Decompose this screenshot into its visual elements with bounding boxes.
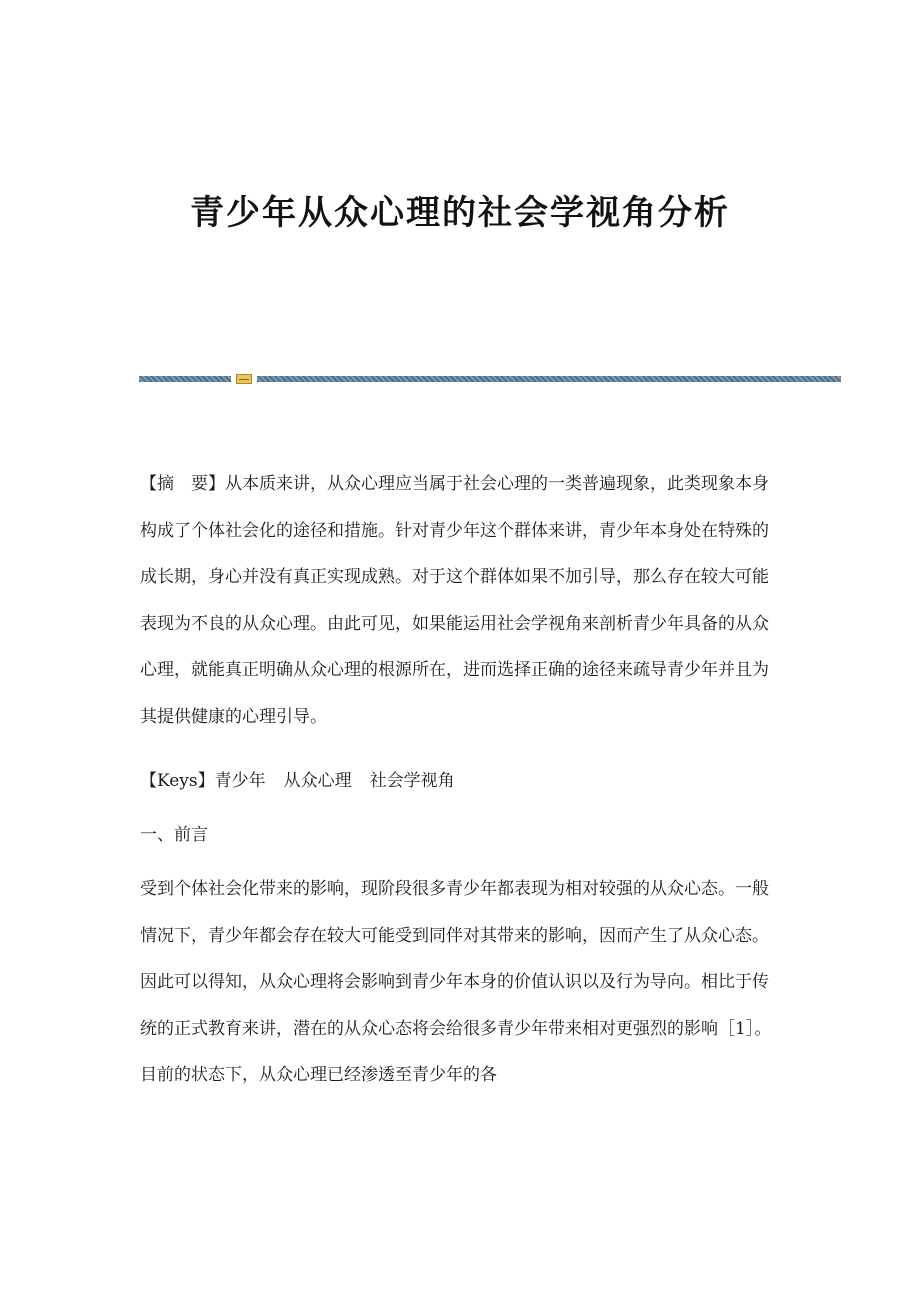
intro-paragraph: 受到个体社会化带来的影响，现阶段很多青少年都表现为相对较强的从众心态。一般情况下，青少年都会存在较大可能受到同伴对其带来的影响，因而产生了从众心态。因此可以得知，从众心理将会影响到青少年本身的价值认识以及行为导向。相比于传统的正式教育来讲，潜在的从众心态将会给很多青少年带来相对更强烈的影响［1］。目前的状态下，从众心理已经渗透至青少年的各 <box>140 879 772 1085</box>
abstract-text: 从本质来讲，从众心理应当属于社会心理的一类普遍现象，此类现象本身构成了个体社会化的途径和措施。针对青少年这个群体来讲，青少年本身处在特殊的成长期，身心并没有真正实现成熟。对于这个群体如果不加引导，那么存在较大可能表现为不良的从众心理。由此可见，如果能运用社会学视角来剖析青少年具备的从众心理，就能真正明确从众心理的根源所在，进而选择正确的途径来疏导青少年并且为其提供健康的心理引导。 <box>140 474 769 727</box>
divider-bar-left <box>139 376 231 382</box>
divider-ornament-icon <box>236 374 252 384</box>
abstract-label: 【摘 要】 <box>140 474 225 494</box>
title-divider <box>139 374 841 384</box>
keyword-item: 社会学视角 <box>369 771 455 791</box>
keywords-label: 【Keys】 <box>140 771 215 791</box>
divider-bar-right <box>257 376 841 382</box>
document-title: 青少年从众心理的社会学视角分析 <box>190 193 730 233</box>
section-heading: 一、前言 <box>140 825 208 845</box>
abstract-paragraph <box>140 461 780 740</box>
keyword-item: 青少年 <box>214 771 266 791</box>
keyword-item: 从众心理 <box>283 771 352 791</box>
keywords-line <box>140 758 780 805</box>
